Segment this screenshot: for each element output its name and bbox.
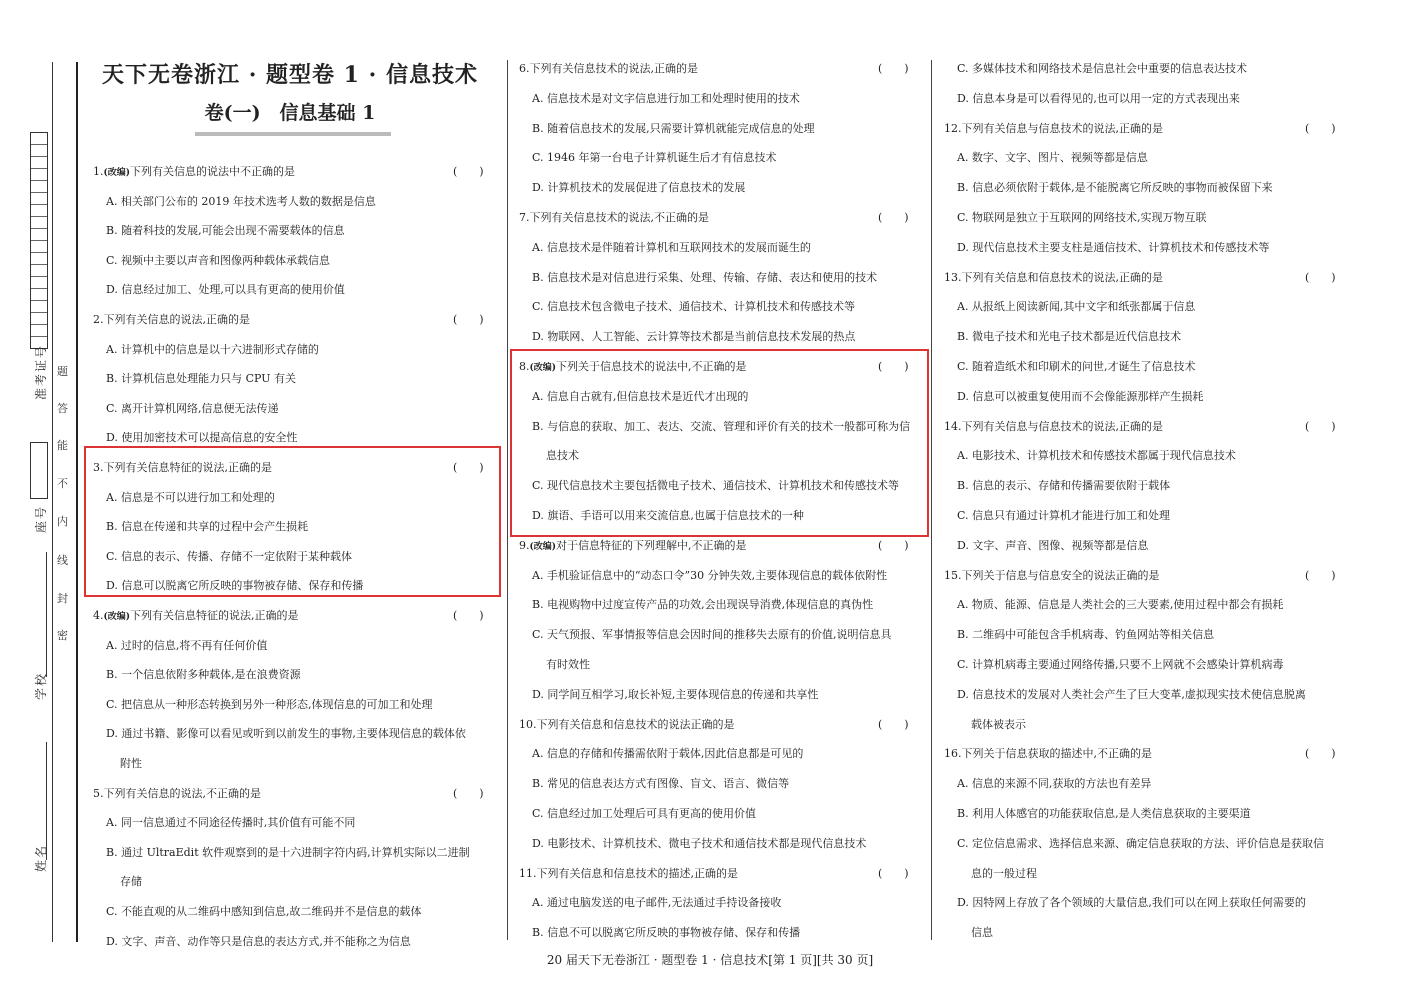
answer-blank[interactable]: ( )	[1305, 121, 1336, 135]
answer-option: C. 多媒体技术和网络技术是信息社会中重要的信息表达技术	[957, 62, 1248, 75]
answer-option: C. 1946 年第一台电子计算机诞生后才有信息技术	[532, 151, 777, 165]
answer-blank[interactable]: ( )	[453, 609, 484, 622]
answer-option: C. 视频中主要以声音和图像两种载体承载信息	[106, 253, 331, 267]
option-continuation: 信息	[971, 926, 993, 940]
question-number: 4.	[93, 609, 104, 622]
answer-blank[interactable]: ( )	[878, 62, 909, 75]
answer-option: A. 过时的信息,将不再有任何价值	[106, 638, 268, 652]
question-text: 对于信息特征的下列理解中,不正确的是	[556, 538, 747, 552]
answer-option: A. 从报纸上阅读新闻,其中文字和纸张都属于信息	[957, 300, 1196, 314]
question-number: 9.	[519, 538, 530, 552]
question-stem	[944, 418, 1163, 434]
answer-blank[interactable]: ( )	[878, 360, 909, 373]
answer-option: A. 物质、能源、信息是人类社会的三大要素,使用过程中都会有损耗	[957, 598, 1284, 612]
answer-option: D. 物联网、人工智能、云计算等技术都是当前信息技术发展的热点	[532, 330, 856, 344]
question-text: 下列有关信息特征的说法,正确的是	[103, 461, 272, 474]
answer-option: C. 信息经过加工处理后可具有更高的使用价值	[532, 807, 757, 820]
seal-char: 内	[57, 515, 68, 528]
exam-number-label: 准考证号	[34, 343, 48, 400]
answer-option: D. 同学间互相学习,取长补短,主要体现信息的传递和共享性	[532, 687, 819, 701]
answer-option: D. 文字、声音、动作等只是信息的表达方式,并不能称之为信息	[106, 934, 411, 948]
question-text: 下列有关信息的说法,不正确的是	[103, 786, 261, 800]
answer-option: C. 随着造纸术和印刷术的问世,才诞生了信息技术	[957, 360, 1196, 373]
answer-option: D. 信息本身是可以看得见的,也可以用一定的方式表现出来	[957, 91, 1240, 105]
answer-option: A. 信息技术是对文字信息进行加工和处理时使用的技术	[532, 91, 800, 105]
answer-option: D. 因特网上存放了各个领域的大量信息,我们可以在网上获取任何需要的	[957, 896, 1306, 910]
answer-option: B. 计算机信息处理能力只与 CPU 有关	[106, 372, 296, 386]
answer-blank[interactable]: ( )	[453, 165, 484, 178]
adapted-tag: (改编)	[103, 612, 131, 622]
answer-option: A. 数字、文字、图片、视频等都是信息	[957, 151, 1148, 165]
answer-option: D. 现代信息技术主要支柱是通信技术、计算机技术和传感技术等	[957, 240, 1270, 254]
option-continuation: 有时效性	[546, 658, 590, 671]
adapted-tag: (改编)	[103, 168, 131, 178]
adapted-tag: (改编)	[529, 541, 557, 552]
adapted-tag: (改编)	[529, 363, 557, 373]
answer-blank[interactable]: ( )	[878, 211, 909, 224]
answer-option: B. 与信息的获取、加工、表达、交流、管理和评价有关的技术一般都可称为信	[532, 419, 911, 433]
answer-option: B. 一个信息依附多种载体,是在浪费资源	[106, 668, 301, 682]
seal-char: 答	[57, 402, 68, 415]
question-number: 16.	[944, 747, 962, 761]
subtitle-underline	[195, 132, 391, 136]
seal-char: 能	[57, 439, 68, 452]
question-text: 下列关于信息技术的说法中,不正确的是	[556, 360, 747, 373]
question-number: 6.	[519, 62, 530, 75]
question-number: 1.	[93, 165, 104, 178]
answer-option: A. 信息技术是伴随着计算机和互联网技术的发展而诞生的	[532, 240, 811, 254]
page-footer: 20 届天下无卷浙江 · 题型卷 1 · 信息技术[第 1 页][共 30 页]	[546, 953, 874, 967]
answer-option: C. 物联网是独立于互联网的网络技术,实现万物互联	[957, 211, 1207, 224]
answer-option: C. 计算机病毒主要通过网络传播,只要不上网就不会感染计算机病毒	[957, 658, 1284, 671]
answer-option: A. 信息自古就有,但信息技术是近代才出现的	[532, 389, 749, 403]
school-label: 学校	[34, 671, 48, 700]
answer-option: A. 相关部门公布的 2019 年技术选考人数的数据是信息	[106, 194, 376, 208]
answer-option: D. 旗语、手语可以用来交流信息,也属于信息技术的一种	[532, 509, 804, 522]
binding-line-thick	[76, 62, 78, 942]
answer-option: B. 常见的信息表达方式有图像、盲文、语言、微信等	[532, 777, 790, 791]
answer-option: B. 通过 UltraEdit 软件观察到的是十六进制字符内码,计算机实际以二进制	[106, 845, 470, 859]
question-number: 13.	[944, 270, 962, 284]
name-label: 姓名	[34, 843, 48, 872]
seal-char: 密	[57, 629, 68, 642]
answer-option: D. 信息可以被重复使用而不会像能源那样产生损耗	[957, 389, 1204, 403]
question-stem	[944, 120, 1163, 136]
answer-option: C. 把信息从一种形态转换到另外一种形态,体现信息的可加工和处理	[106, 697, 433, 711]
question-text: 下列有关信息与信息技术的说法,正确的是	[961, 419, 1163, 433]
answer-blank[interactable]: ( )	[1305, 568, 1336, 582]
answer-option: A. 电影技术、计算机技术和传感技术都属于现代信息技术	[957, 449, 1236, 463]
school-write-line[interactable]	[46, 552, 47, 677]
answer-option: B. 信息的表示、存储和传播需要依附于载体	[957, 479, 1171, 493]
exam-title: 天下无卷浙江 · 题型卷 1 · 信息技术	[102, 62, 478, 88]
question-number: 8.	[519, 360, 530, 373]
answer-option: A. 手机验证信息中的“动态口令”30 分钟失效,主要体现信息的载体依附性	[532, 568, 888, 582]
question-stem	[519, 60, 698, 76]
question-stem	[93, 607, 299, 623]
option-continuation: 附性	[120, 757, 142, 770]
question-number: 10.	[519, 717, 537, 731]
answer-blank[interactable]: ( )	[878, 538, 909, 552]
question-text: 下列有关信息特征的说法,正确的是	[130, 609, 299, 622]
question-number: 15.	[944, 568, 962, 582]
answer-option: D. 通过书籍、影像可以看见或听到以前发生的事物,主要体现信息的载体依	[106, 727, 466, 741]
answer-blank[interactable]: ( )	[1305, 270, 1336, 284]
question-stem	[93, 311, 250, 327]
answer-option: A. 同一信息通过不同途径传播时,其价值有可能不同	[106, 816, 356, 830]
answer-option: B. 信息技术是对信息进行采集、处理、传输、存储、表达和使用的技术	[532, 270, 878, 284]
highlight-box-q3	[84, 446, 501, 597]
answer-blank[interactable]: ( )	[1305, 419, 1336, 433]
question-stem	[944, 567, 1160, 583]
question-stem	[93, 785, 261, 801]
answer-option: C. 离开计算机网络,信息便无法传递	[106, 401, 279, 415]
answer-option: B. 信息不可以脱离它所反映的事物被存储、保存和传播	[532, 926, 801, 940]
answer-option: D. 信息可以脱离它所反映的事物被存储、保存和传播	[106, 579, 364, 593]
answer-option: C. 信息只有通过计算机才能进行加工和处理	[957, 509, 1171, 522]
option-continuation: 载体被表示	[971, 717, 1026, 731]
question-number: 5.	[93, 786, 104, 800]
answer-option: D. 信息技术的发展对人类社会产生了巨大变革,虚拟现实技术使信息脱离	[957, 687, 1306, 701]
answer-option: A. 信息是不可以进行加工和处理的	[106, 490, 275, 504]
question-text: 下列关于信息获取的描述中,不正确的是	[961, 747, 1152, 761]
answer-option: B. 微电子技术和光电子技术都是近代信息技术	[957, 330, 1182, 344]
answer-option: C. 信息技术包含微电子技术、通信技术、计算机技术和传感技术等	[532, 300, 856, 314]
answer-option: B. 随着信息技术的发展,只需要计算机就能完成信息的处理	[532, 121, 815, 135]
question-text: 下列有关信息和信息技术的说法正确的是	[536, 717, 735, 731]
question-number: 11.	[519, 866, 537, 880]
answer-option: A. 计算机中的信息是以十六进制形式存储的	[106, 342, 319, 356]
question-number: 2.	[93, 313, 104, 326]
name-write-line[interactable]	[46, 742, 47, 860]
question-stem	[93, 163, 295, 179]
question-number: 7.	[519, 211, 530, 224]
question-text: 下列关于信息与信息安全的说法正确的是	[961, 568, 1160, 582]
answer-blank[interactable]: ( )	[453, 786, 484, 800]
option-continuation: 息技术	[546, 449, 579, 463]
answer-option: B. 二维码中可能包含手机病毒、钓鱼网站等相关信息	[957, 628, 1215, 642]
exam-number-grid[interactable]	[30, 132, 48, 349]
column-separator	[931, 60, 932, 940]
answer-blank[interactable]: ( )	[453, 461, 484, 474]
question-text: 下列有关信息与信息技术的说法,正确的是	[961, 121, 1163, 135]
answer-option: D. 文字、声音、图像、视频等都是信息	[957, 538, 1149, 552]
answer-blank[interactable]: ( )	[878, 866, 909, 880]
question-stem	[519, 865, 738, 881]
option-continuation: 息的一般过程	[971, 866, 1037, 880]
answer-option: A. 信息的存储和传播需依附于载体,因此信息都是可见的	[532, 747, 804, 761]
answer-option: A. 信息的来源不同,获取的方法也有差异	[957, 777, 1152, 791]
seal-char: 不	[57, 477, 68, 490]
question-number: 12.	[944, 121, 962, 135]
seat-number-box[interactable]	[30, 442, 48, 499]
answer-option: B. 信息必须依附于载体,是不能脱离它所反映的事物而被保留下来	[957, 181, 1273, 195]
answer-option: C. 天气预报、军事情报等信息会因时间的推移失去原有的价值,说明信息具	[532, 628, 892, 642]
binding-line	[52, 62, 53, 942]
answer-blank[interactable]: ( )	[878, 717, 909, 731]
question-text: 下列有关信息技术的说法,正确的是	[529, 62, 698, 75]
question-text: 下列有关信息的说法,正确的是	[103, 313, 250, 326]
option-continuation: 存储	[120, 875, 142, 889]
answer-option: C. 信息的表示、传播、存储不一定依附于某种载体	[106, 549, 353, 563]
question-stem	[519, 537, 747, 553]
seal-char: 题	[57, 365, 68, 378]
answer-option: D. 使用加密技术可以提高信息的安全性	[106, 431, 298, 445]
answer-option: B. 随着科技的发展,可能会出现不需要载体的信息	[106, 224, 345, 238]
question-stem	[944, 269, 1163, 285]
question-stem	[519, 209, 709, 225]
question-text: 下列有关信息的说法中不正确的是	[130, 165, 296, 178]
seal-char: 线	[57, 554, 68, 567]
answer-blank[interactable]: ( )	[1305, 747, 1336, 761]
answer-option: C. 现代信息技术主要包括微电子技术、通信技术、计算机技术和传感技术等	[532, 479, 900, 493]
question-text: 下列有关信息和信息技术的说法,正确的是	[961, 270, 1163, 284]
column-separator	[507, 60, 508, 940]
question-stem	[519, 716, 735, 732]
answer-option: A. 通过电脑发送的电子邮件,无法通过手持设备接收	[532, 896, 782, 910]
highlight-box-q8	[510, 349, 929, 537]
question-text: 下列有关信息技术的说法,不正确的是	[529, 211, 709, 224]
answer-option: D. 电影技术、计算机技术、微电子技术和通信技术都是现代信息技术	[532, 836, 867, 850]
answer-option: D. 计算机技术的发展促进了信息技术的发展	[532, 181, 746, 195]
answer-option: C. 定位信息需求、选择信息来源、确定信息获取的方法、评价信息是获取信	[957, 836, 1325, 850]
exam-subtitle: 卷(一) 信息基础 1	[204, 102, 376, 124]
answer-option: B. 信息在传递和共享的过程中会产生损耗	[106, 520, 309, 534]
seal-char: 封	[57, 592, 68, 605]
seat-number-label: 座号	[34, 504, 48, 533]
answer-option: D. 信息经过加工、处理,可以具有更高的使用价值	[106, 283, 345, 297]
answer-blank[interactable]: ( )	[453, 313, 484, 326]
question-stem	[944, 745, 1152, 761]
question-text: 下列有关信息和信息技术的描述,正确的是	[536, 866, 738, 880]
question-number: 14.	[944, 419, 962, 433]
answer-option: B. 利用人体感官的功能获取信息,是人类信息获取的主要渠道	[957, 807, 1251, 820]
question-number: 3.	[93, 461, 104, 474]
answer-option: C. 不能直观的从二维码中感知到信息,故二维码并不是信息的载体	[106, 905, 422, 918]
answer-option: B. 电视购物中过度宣传产品的功效,会出现误导消费,体现信息的真伪性	[532, 598, 874, 612]
